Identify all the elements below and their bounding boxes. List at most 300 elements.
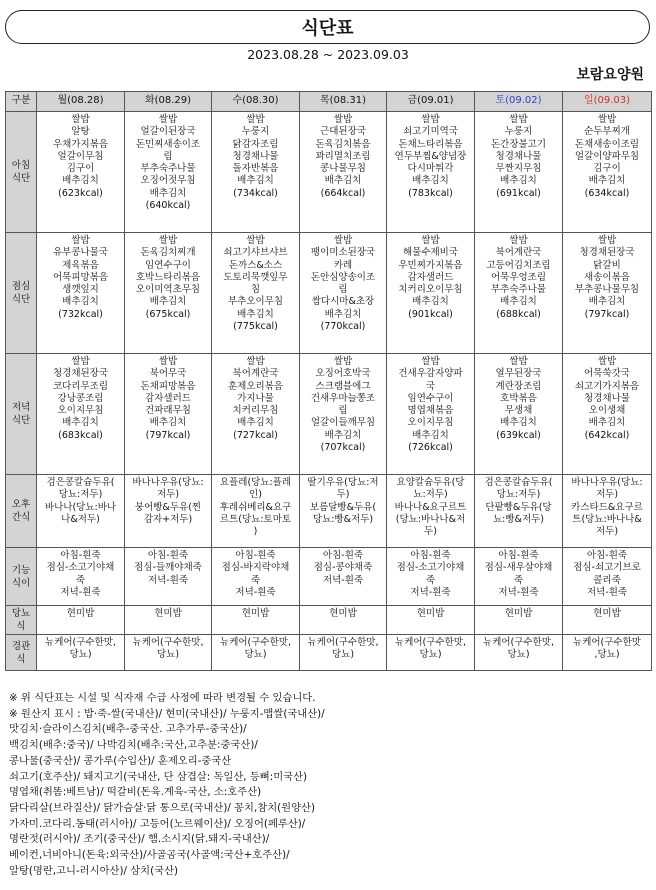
menu-item: 부추오이무침	[227, 296, 284, 308]
menu-item: (683kcal)	[58, 429, 103, 441]
menu-item: 얼갈이무침	[57, 150, 104, 162]
menu-cell	[125, 475, 212, 548]
row-label-line: 오후	[11, 499, 31, 510]
menu-item: 청경채나물	[584, 392, 630, 404]
menu-item: 배추김치	[62, 417, 99, 429]
menu-item: 얼갈이들깨무침	[310, 417, 376, 429]
menu-item: 저두)	[156, 489, 180, 501]
menu-item: 점심-쇠고기브로	[573, 562, 641, 574]
menu-cell	[212, 112, 300, 233]
menu-item: 오이지무침	[57, 405, 104, 417]
menu-cell	[212, 354, 300, 475]
header-day-sat: 토(09.02)	[475, 92, 563, 112]
menu-item: 감자+저두)	[143, 513, 193, 525]
menu-item: 돈채피망볶음	[140, 380, 196, 392]
row-label-line: 식단	[11, 173, 31, 184]
menu-item: (675kcal)	[145, 308, 191, 320]
menu-item: 아침-흰죽	[322, 550, 364, 561]
menu-item: 인)	[249, 489, 262, 501]
menu-item: (775kcal)	[233, 321, 278, 333]
menu-item: 뉴케어(구수한맛,	[395, 637, 466, 648]
row-label-line: 식단	[11, 415, 31, 426]
row-label-line: 식단	[11, 294, 31, 305]
menu-item: 쌀밥	[509, 356, 528, 367]
menu-item: 현미밥	[154, 608, 182, 619]
menu-item: 쌀밥	[421, 235, 440, 246]
menu-item: 배추김치	[62, 296, 99, 308]
menu-item: 부추숙주나물	[490, 284, 547, 296]
menu-cell	[563, 112, 652, 233]
row-label	[6, 354, 37, 475]
menu-item: 오징어젓무침	[140, 175, 196, 187]
menu-item: 바나나우유(당뇨:	[132, 477, 204, 488]
menu-item: 돈간장불고기	[490, 138, 547, 150]
menu-cell	[475, 548, 563, 606]
menu-period: 2023.08.28 ~ 2023.09.03	[247, 47, 409, 62]
menu-cell	[300, 635, 387, 671]
menu-item: 두)	[424, 526, 437, 538]
menu-item: 쌀밥	[71, 114, 90, 125]
menu-cell	[475, 635, 563, 671]
row-label	[6, 233, 37, 354]
menu-item: 돌자반볶음	[232, 163, 279, 175]
menu-item: 쌀밥	[158, 114, 178, 125]
menu-item: 배추김치	[237, 308, 274, 320]
menu-item: (642kcal)	[584, 429, 630, 441]
menu-item: (707kcal)	[320, 442, 366, 454]
menu-cell	[125, 548, 212, 606]
row-label-line: 식이	[11, 577, 31, 589]
menu-item: 제육볶음	[62, 259, 99, 271]
menu-item: 얼갈이양파무침	[574, 150, 640, 162]
menu-item: 뉴케어(구수한맛,	[45, 637, 116, 648]
menu-item: 어묵피망볶음	[52, 271, 109, 283]
row-label-line: 당뇨	[11, 608, 31, 619]
menu-item: (691kcal)	[496, 187, 541, 199]
menu-cell	[563, 233, 652, 354]
menu-cell	[563, 354, 652, 475]
row-label-line: 간식	[11, 512, 31, 523]
menu-item: (634kcal)	[584, 187, 630, 199]
menu-item: 카스타드&요구르	[571, 501, 643, 513]
menu-table	[5, 91, 652, 671]
menu-item: 현미밥	[329, 608, 357, 619]
menu-item: 바나나&요구르트	[394, 501, 467, 513]
menu-item: 청경채된장국	[52, 368, 109, 380]
menu-item: 당뇨)	[244, 649, 267, 661]
menu-item: 돈까스&소스	[228, 259, 283, 271]
menu-item: 배추김치	[62, 175, 99, 187]
note-line: 명엽채(취똠:베트남)/ 떡갈비(돈육.계육-국산, 소:호주산)	[9, 786, 262, 799]
menu-item: 점심-바지락야채	[221, 562, 290, 574]
menu-item: 뇨:저두)	[413, 489, 448, 501]
menu-cell	[212, 233, 300, 354]
menu-item: 배추김치	[412, 175, 449, 187]
menu-cell	[125, 635, 212, 671]
menu-item: 르트(당뇨:토마토	[219, 513, 292, 525]
header-category: 구분	[6, 92, 37, 112]
menu-item: 뉴케어(구수한맛,	[483, 637, 554, 648]
menu-item: 점심-새우살야채	[484, 562, 553, 574]
menu-item: (726kcal)	[408, 442, 453, 454]
menu-cell	[475, 475, 563, 548]
menu-item: 호박볶음	[500, 392, 537, 404]
header-day-fri: 금(09.01)	[387, 92, 475, 112]
menu-item: 돈안심양송이조	[310, 271, 376, 283]
menu-item: 트(당뇨:바나나&	[572, 513, 642, 525]
menu-cell	[300, 233, 387, 354]
menu-cell	[387, 233, 475, 354]
menu-item: 쌀밥	[333, 235, 353, 246]
menu-item: 두)	[336, 489, 350, 501]
menu-item: 아침-흰죽	[235, 550, 276, 561]
menu-cell	[37, 548, 125, 606]
menu-item: 청경채나물	[495, 150, 542, 162]
menu-item: 요플레(당뇨:플레	[219, 477, 292, 488]
menu-item: 쌀밥	[597, 114, 617, 125]
menu-item: 닭갈비	[593, 259, 621, 271]
menu-item: 감자샐러드	[407, 271, 454, 283]
meal-row-functional-diet	[6, 548, 652, 606]
menu-item: (734kcal)	[233, 187, 278, 199]
menu-item: 훈제오리볶음	[227, 380, 284, 392]
menu-item: 감자샐러드	[145, 392, 191, 404]
menu-item: 당뇨)	[156, 649, 180, 661]
note-line: ※ 위 식단표는 시설 및 식자재 수급 사정에 따라 변경될 수 있습니다.	[9, 692, 316, 704]
menu-item: 나&저두)	[61, 513, 100, 525]
menu-item: 배추김치	[324, 429, 362, 441]
menu-item: (640kcal)	[145, 200, 191, 212]
note-line: ※ 원산지 표시 : 밥·죽-쌀(국내산)/ 현미(국내산)/ 누룽지-맵쌀(국내산)/	[9, 707, 325, 720]
menu-cell	[125, 233, 212, 354]
menu-item: 배추김치	[412, 429, 449, 441]
menu-cell	[563, 635, 652, 671]
menu-item: (783kcal)	[408, 187, 453, 199]
menu-item: 당뇨)	[507, 649, 530, 661]
menu-item: (664kcal)	[320, 187, 366, 199]
menu-item: 아침-흰죽	[410, 550, 451, 561]
menu-item: 현미밥	[241, 608, 270, 619]
row-label	[6, 112, 37, 233]
menu-title: 식단표	[301, 18, 354, 39]
menu-item: (797kcal)	[584, 308, 630, 320]
menu-item: 우민찌가지볶음	[398, 259, 463, 271]
menu-item: 배추김치	[500, 296, 537, 308]
menu-item: 쌀밥	[509, 114, 528, 125]
header-day-sun: 일(09.03)	[563, 92, 652, 112]
menu-item: 쌀밥	[597, 356, 617, 367]
menu-item: 현미밥	[593, 608, 621, 619]
menu-item: 쌀밥	[158, 235, 178, 246]
menu-item: 저녁-흰죽	[235, 586, 276, 598]
menu-cell	[212, 548, 300, 606]
note-line: 베이컨,너비아니(돈육:외국산)/사골곰국(사골액:국산+호주산)/	[9, 849, 290, 862]
row-label	[6, 635, 37, 671]
menu-item: 뉴케어(구수한맛,	[132, 637, 204, 648]
menu-cell	[475, 354, 563, 475]
menu-cell	[37, 635, 125, 671]
menu-item: 죽	[513, 574, 524, 586]
menu-item: 돈민찌새송이조	[135, 138, 201, 150]
menu-item: (639kcal)	[496, 429, 541, 441]
menu-item: 바나나(당뇨:바나	[44, 501, 117, 513]
menu-item: 돈육김치찌개	[140, 247, 196, 259]
menu-item: 팽이미소된장국	[310, 247, 376, 259]
menu-item: 누룽지	[504, 126, 533, 138]
menu-item: 북어무국	[149, 368, 187, 380]
menu-cell	[475, 112, 563, 233]
menu-cell	[300, 475, 387, 548]
menu-item: 건파래무침	[145, 405, 191, 417]
meal-row-lunch	[6, 233, 652, 354]
menu-item: 쌀밥	[71, 356, 90, 367]
menu-item: 유부콩나물국	[52, 247, 109, 259]
menu-item: 보름달빵&두유(	[309, 501, 377, 513]
menu-item: 쌀밥	[158, 356, 178, 367]
menu-item: 배추김치	[588, 417, 626, 429]
menu-item: 청경채된장국	[579, 247, 635, 259]
menu-cell	[125, 606, 212, 635]
meal-row-diabetic-diet	[6, 606, 652, 635]
menu-item: 닭감자조림	[232, 138, 279, 150]
menu-item: 다시마튀각	[407, 163, 454, 175]
menu-item: 점심-소고기야채	[396, 562, 465, 574]
menu-item: 단팥빵&두유(당	[485, 501, 552, 513]
note-line: 명란젓(러시아)/ 조기(중국산)/ 햄.소시지(닭.돼지-국내산)/	[9, 833, 270, 846]
row-label	[6, 548, 37, 606]
note-line: 쇠고기(호주산)/ 돼지고기(국내산, 단 삼겹살: 독일산, 등뼈:미국산)	[9, 770, 308, 783]
menu-item: 저두)	[595, 489, 619, 501]
menu-item: 누룽지	[241, 126, 270, 138]
menu-item: 알탕	[71, 126, 90, 138]
menu-item: 죽	[75, 574, 86, 586]
menu-item: 쇠고기미역국	[402, 126, 459, 138]
menu-item: 당뇨)	[419, 649, 442, 661]
menu-item: 검은콩칼슘두유(	[484, 477, 553, 488]
menu-item: 치커리오이무침	[398, 284, 463, 296]
menu-item: 쇠고기샤브샤브	[223, 247, 288, 259]
menu-item: 명엽채볶음	[407, 405, 454, 417]
menu-item: 쇠고기가지볶음	[574, 380, 640, 392]
menu-item: 배추김치	[500, 175, 537, 187]
menu-item: 쌀밥	[597, 235, 617, 246]
menu-item: 치커리무침	[232, 405, 279, 417]
menu-cell	[563, 548, 652, 606]
note-line: 가자미.코다리.동태(러시아)/ 고등어(노르웨이산)/ 오징어(페루산)/	[9, 817, 306, 830]
menu-item: 어묵우엉조림	[490, 271, 547, 283]
row-label	[6, 606, 37, 635]
menu-item: 당뇨:저두)	[496, 489, 541, 501]
menu-item: 오이미역초무침	[135, 284, 201, 296]
meal-row-dinner	[6, 354, 652, 475]
menu-item: 배추김치	[149, 187, 187, 199]
menu-cell	[212, 635, 300, 671]
menu-item: 저녁-흰죽	[498, 586, 539, 598]
meal-row-breakfast	[6, 112, 652, 233]
menu-cell	[475, 606, 563, 635]
menu-item: 북어계란국	[232, 368, 279, 380]
menu-item: 점심-콩야채죽	[313, 562, 373, 574]
menu-item: 배추김치	[149, 417, 187, 429]
row-label-line: 아침	[11, 160, 31, 171]
menu-item: 고등어김치조림	[486, 259, 551, 271]
note-line: 닭다리살(브라질산)/ 닭가슴살·닭 통으로(국내산)/ 꽁치,참치(원양산)	[9, 801, 316, 814]
menu-item: 오징어호박국	[315, 368, 371, 380]
menu-item: 배추김치	[588, 296, 626, 308]
menu-item: 건새우감자양파	[398, 368, 463, 380]
menu-item: 생깻잎지	[62, 284, 99, 296]
menu-item: 점심-들깨야채죽	[134, 562, 202, 574]
menu-item: 저녁-흰죽	[410, 586, 451, 598]
row-label-line: 저녁	[11, 402, 31, 413]
menu-item: 림	[163, 150, 173, 162]
menu-item: 스크램블에그	[315, 380, 371, 392]
menu-item: 쌀밥	[246, 235, 265, 246]
menu-item: 꽈리멸치조림	[315, 150, 371, 162]
menu-item: 배추김치	[149, 296, 187, 308]
menu-item: 무생채	[504, 405, 533, 417]
note-line: 백김치(배추:중국)/ 나박김치(배추:국산,고추분:중국산)/	[9, 739, 258, 752]
menu-item: 림	[338, 284, 348, 296]
menu-item: 어묵쑥갓국	[584, 368, 630, 380]
menu-item: 청경채나물	[232, 150, 279, 162]
menu-item: 쌀밥	[333, 356, 353, 367]
menu-item: 당뇨:저두)	[58, 489, 103, 501]
menu-item: 죽	[250, 574, 261, 586]
menu-item: (623kcal)	[58, 187, 103, 199]
menu-item: 부추콩나물무침	[574, 284, 640, 296]
menu-item: 아침-흰죽	[586, 550, 628, 561]
menu-item: 쌈다시마&초장	[311, 296, 375, 308]
menu-item: 당뇨:빵&저두)	[312, 513, 374, 525]
menu-item: 도토리묵깻잎무	[223, 271, 288, 283]
menu-item: 오이지무침	[407, 417, 454, 429]
menu-cell	[125, 112, 212, 233]
menu-item: 배추김치	[412, 296, 449, 308]
menu-item: (732kcal)	[58, 308, 103, 320]
menu-item: 아침-흰죽	[498, 550, 539, 561]
header-day-mon: 월(08.28)	[37, 92, 125, 112]
note-line: 맛김치·슬라이스김치(배추-중국산. 고추가루-중국산)/	[9, 723, 247, 736]
menu-item: 쌀밥	[509, 235, 528, 246]
menu-item: 근대된장국	[320, 126, 366, 138]
menu-body	[6, 112, 652, 671]
menu-cell	[37, 233, 125, 354]
menu-item: 김구이	[593, 163, 621, 175]
menu-item: 우채가지볶음	[52, 138, 109, 150]
menu-item: (688kcal)	[496, 308, 541, 320]
menu-item: 점심-소고기야채	[46, 562, 115, 574]
menu-cell	[475, 233, 563, 354]
menu-item: 쌀밥	[421, 356, 440, 367]
menu-item: 배추김치	[324, 175, 362, 187]
menu-cell	[387, 635, 475, 671]
facility-name: 보람요양원	[576, 67, 644, 83]
menu-item: 배추김치	[588, 175, 626, 187]
menu-item: 쌀밥	[333, 114, 353, 125]
menu-title-box	[5, 10, 650, 44]
menu-item: 저녁-흰죽	[322, 574, 364, 586]
menu-item: 쌀밥	[246, 356, 265, 367]
menu-item: 임연수구이	[145, 259, 191, 271]
menu-cell	[387, 548, 475, 606]
menu-item: 순두부찌개	[584, 126, 630, 138]
header-day-tue: 화(08.29)	[125, 92, 212, 112]
menu-item: 건새우마늘쫑조	[310, 392, 376, 404]
header-day-wed: 수(08.30)	[212, 92, 300, 112]
menu-item: (770kcal)	[320, 321, 366, 333]
origin-notes	[9, 691, 325, 879]
menu-item: 현미밥	[416, 608, 445, 619]
menu-item: 국	[425, 380, 436, 392]
header-row	[6, 92, 652, 112]
menu-item: 무짠지무침	[495, 163, 542, 175]
menu-item: ,당뇨)	[594, 649, 620, 661]
menu-item: 바나나우유(당뇨:	[571, 477, 643, 488]
menu-cell	[387, 475, 475, 548]
menu-item: 가지나물	[237, 392, 274, 404]
menu-item: 호박느타리볶음	[135, 271, 201, 283]
note-line: 알탕(명란,고니-러시아산)/ 삼치(국산)	[9, 864, 179, 877]
menu-item: )	[253, 526, 258, 538]
menu-item: 아침-흰죽	[147, 550, 189, 561]
menu-cell	[125, 354, 212, 475]
menu-item: 아침-흰죽	[60, 550, 101, 561]
menu-item: (당뇨:바나나&저	[395, 513, 466, 525]
menu-item: 돈채느타리볶음	[398, 138, 463, 150]
row-label-line: 식	[16, 653, 26, 665]
menu-item: 뇨:빵&저두)	[492, 513, 545, 525]
menu-cell	[300, 112, 387, 233]
menu-item: 후레쉬베리&요구	[219, 501, 292, 513]
menu-item: 현미밥	[66, 608, 95, 619]
menu-item: 당뇨)	[69, 649, 92, 661]
menu-cell	[37, 475, 125, 548]
row-label-line: 경관	[11, 640, 31, 652]
menu-item: 김구이	[66, 163, 95, 175]
menu-item: 오이생채	[588, 405, 626, 417]
menu-item: 당뇨)	[331, 649, 355, 661]
menu-item: 딸기우유(당뇨:저	[307, 477, 379, 488]
menu-cell	[37, 354, 125, 475]
menu-item: 열무된장국	[495, 368, 542, 380]
row-label-line: 기능	[11, 564, 31, 576]
menu-item: 돈채새송이조림	[574, 138, 640, 150]
menu-item: 쌀밥	[421, 114, 440, 125]
menu-item: (901kcal)	[408, 308, 453, 320]
menu-item: 뉴케어(구수한맛	[573, 637, 641, 648]
menu-item: 해물수제비국	[402, 247, 459, 259]
menu-item: 요양칼슘두유(당	[396, 477, 465, 488]
menu-cell	[212, 606, 300, 635]
menu-item: 침	[250, 284, 261, 296]
menu-item: 얼갈이된장국	[140, 126, 196, 138]
menu-item: 쌀밥	[71, 235, 90, 246]
menu-cell	[387, 354, 475, 475]
menu-item: 배추김치	[500, 417, 537, 429]
menu-item: 저녁-흰죽	[60, 586, 101, 598]
menu-item: 카레	[333, 259, 353, 271]
menu-item: 뉴케어(구수한맛,	[307, 637, 379, 648]
menu-item: 콩나물무침	[320, 163, 366, 175]
menu-cell	[37, 112, 125, 233]
menu-item: 저녁-흰죽	[586, 586, 628, 598]
menu-item: 현미밥	[504, 608, 533, 619]
menu-item: 죽	[425, 574, 436, 586]
menu-cell	[300, 606, 387, 635]
menu-item: 검은콩칼슘두유(	[46, 477, 115, 488]
menu-item: 계란장조림	[495, 380, 542, 392]
